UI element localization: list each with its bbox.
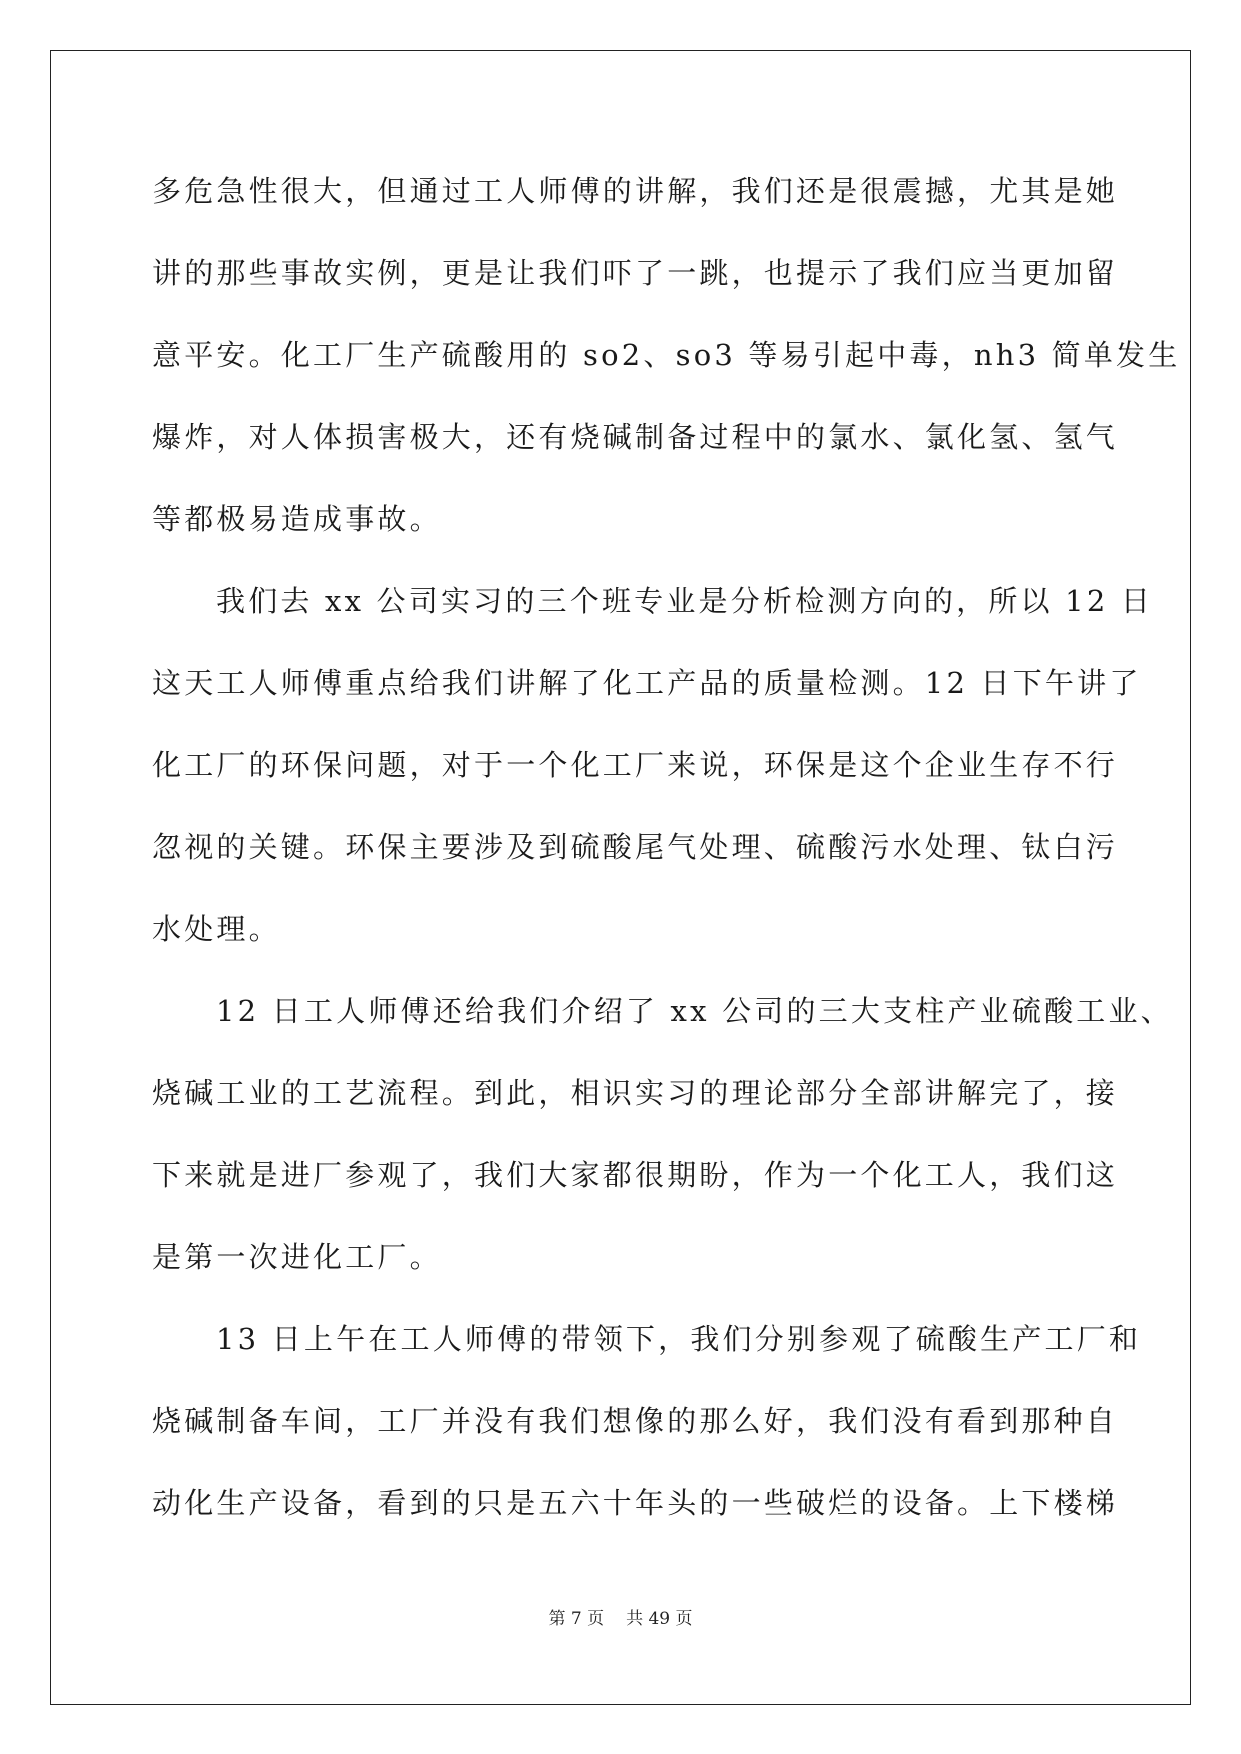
- text-line: 多危急性很大，但通过工人师傅的讲解，我们还是很震撼，尤其是她: [152, 174, 1119, 208]
- page-footer: [0, 1604, 1241, 1629]
- text-line: 爆炸，对人体损害极大，还有烧碱制备过程中的氯水、氯化氢、氢气: [152, 420, 1119, 454]
- text-line: 动化生产设备，看到的只是五六十年头的一些破烂的设备。上下楼梯: [152, 1486, 1119, 1520]
- text-line: 等都极易造成事故。: [152, 502, 442, 536]
- text-line: 烧碱制备车间，工厂并没有我们想像的那么好，我们没有看到那种自: [152, 1404, 1119, 1438]
- paragraph-first-line: 我们去 xx 公司实习的三个班专业是分析检测方向的，所以 12 日: [216, 584, 1154, 618]
- page-number: 第 7 页: [548, 1609, 605, 1629]
- text-line: 烧碱工业的工艺流程。到此，相识实习的理论部分全部讲解完了，接: [152, 1076, 1119, 1110]
- text-line: 忽视的关键。环保主要涉及到硫酸尾气处理、硫酸污水处理、钛白污: [152, 830, 1119, 864]
- text-line: 是第一次进化工厂。: [152, 1240, 442, 1274]
- page-total: 共 49 页: [626, 1609, 693, 1629]
- paragraph-first-line: 13 日上午在工人师傅的带领下，我们分别参观了硫酸生产工厂和: [216, 1322, 1142, 1356]
- text-line: 水处理。: [152, 912, 281, 946]
- paragraph-first-line: 12 日工人师傅还给我们介绍了 xx 公司的三大支柱产业硫酸工业、: [216, 994, 1173, 1028]
- text-line: 这天工人师傅重点给我们讲解了化工产品的质量检测。12 日下午讲了: [152, 666, 1142, 700]
- text-line: 化工厂的环保问题，对于一个化工厂来说，环保是这个企业生存不行: [152, 748, 1119, 782]
- text-line: 讲的那些事故实例，更是让我们吓了一跳，也提示了我们应当更加留: [152, 256, 1119, 290]
- text-line: 意平安。化工厂生产硫酸用的 so2、so3 等易引起中毒，nh3 简单发生: [152, 338, 1181, 372]
- text-line: 下来就是进厂参观了，我们大家都很期盼，作为一个化工人，我们这: [152, 1158, 1119, 1192]
- document-body: [152, 158, 1181, 1552]
